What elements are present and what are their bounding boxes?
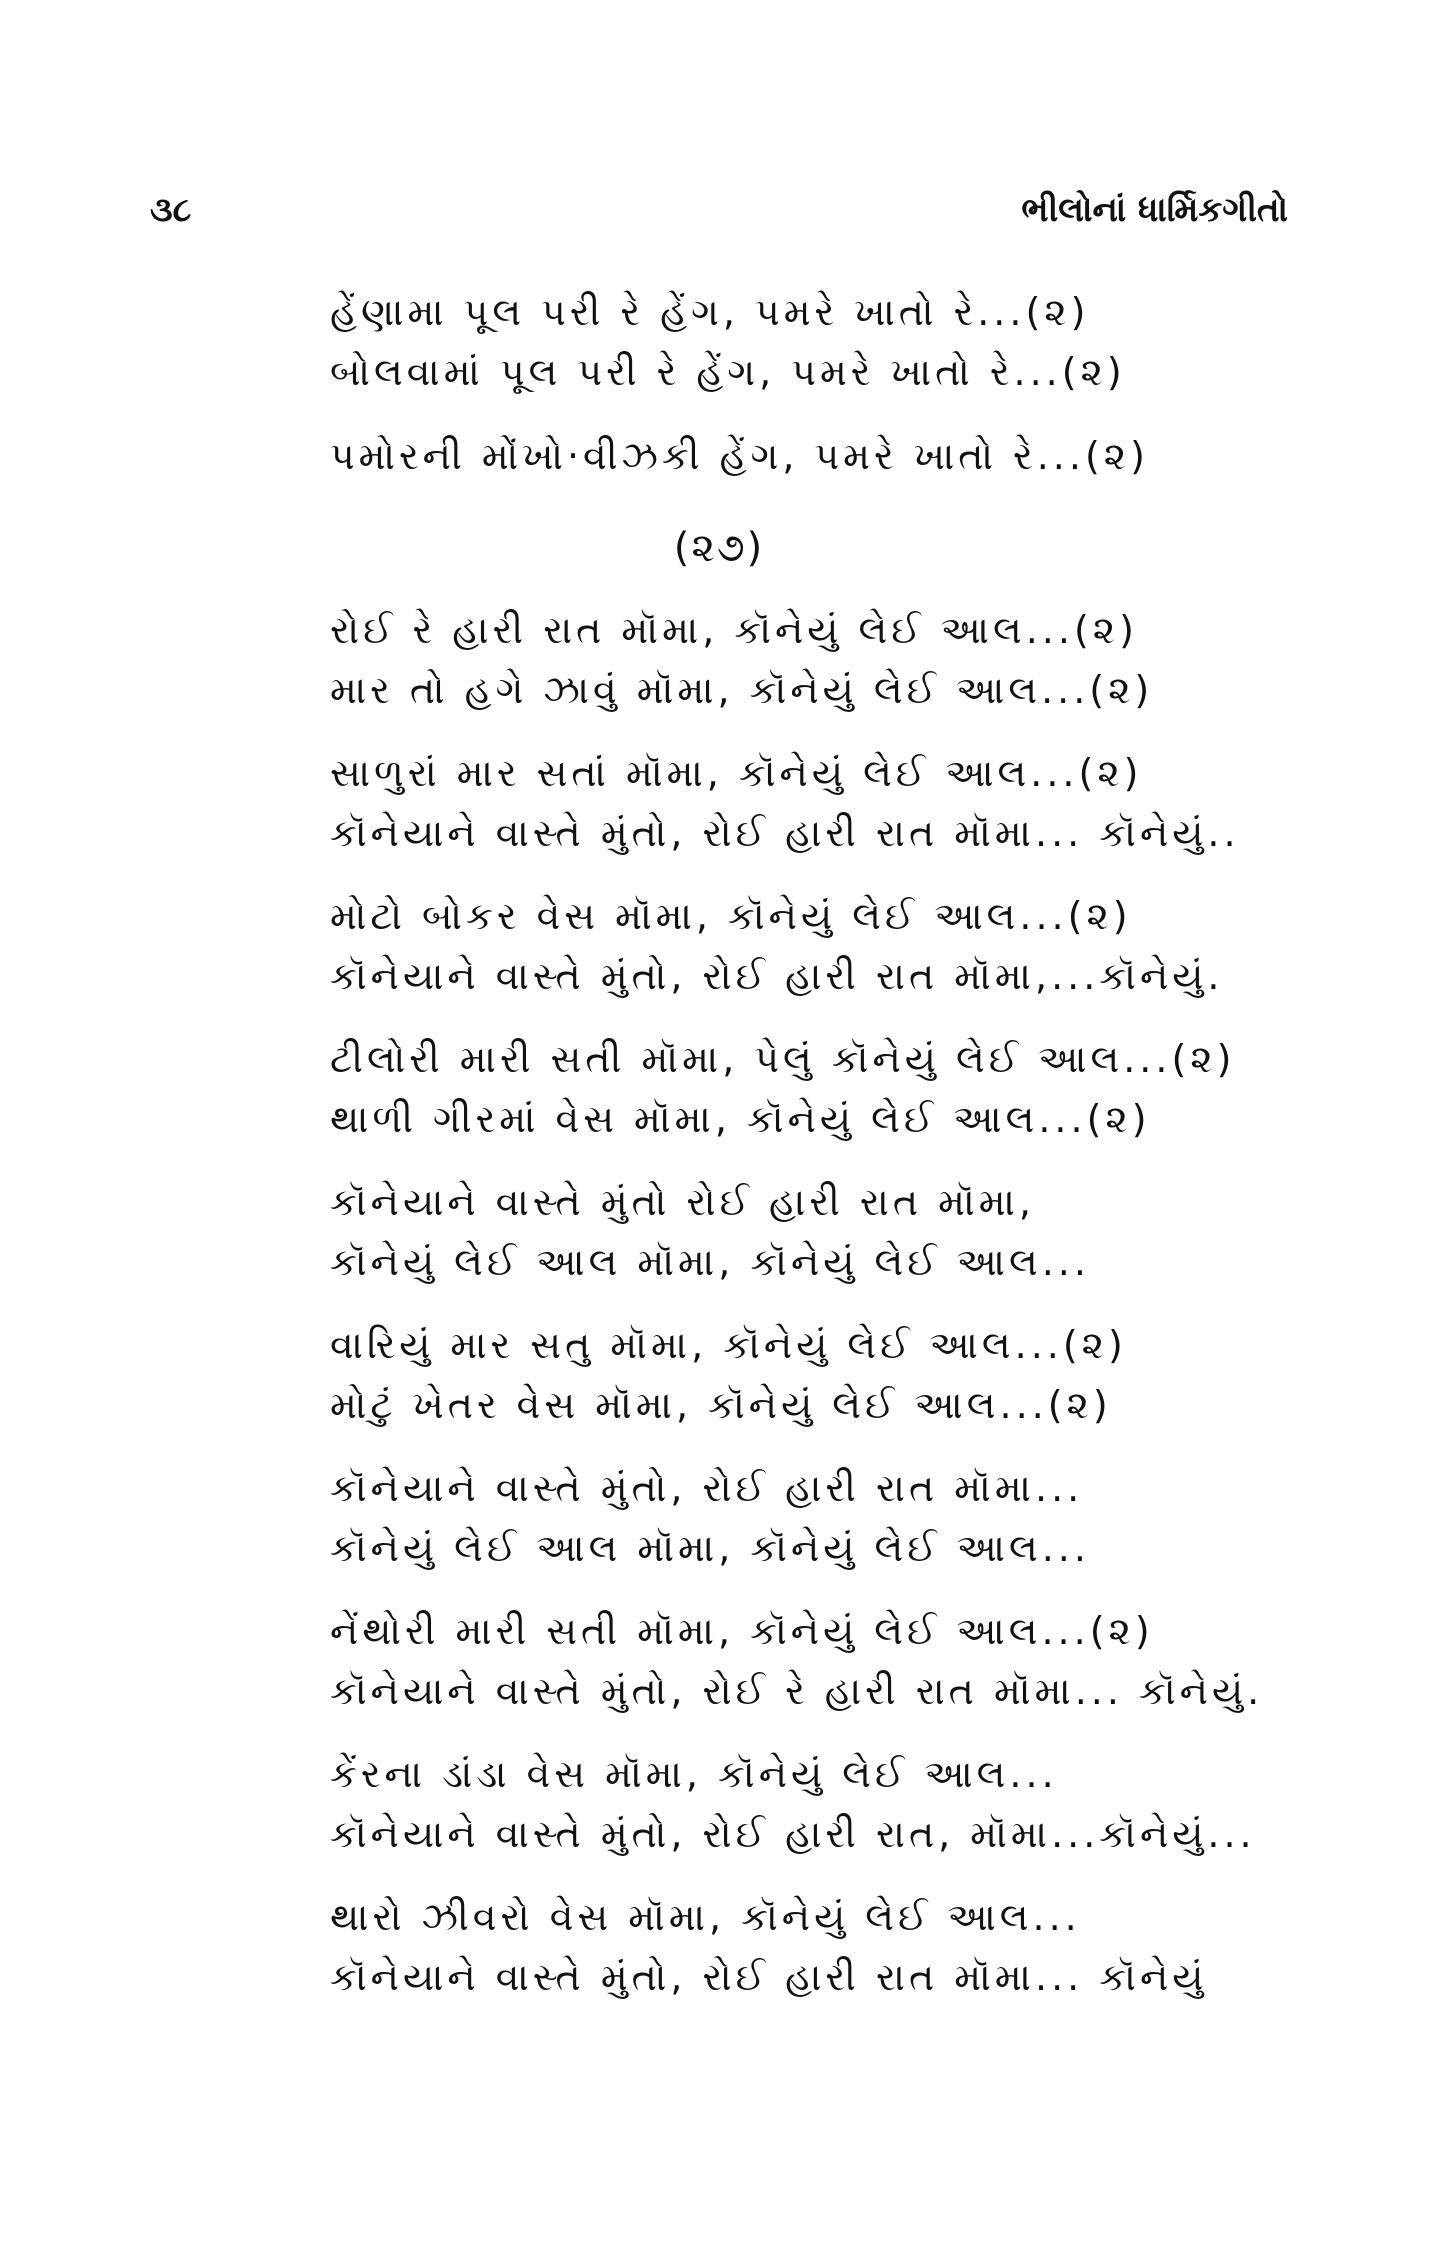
running-header-title: ભીલોનાં ધાર્મિકગીતો xyxy=(1021,190,1288,230)
stanza-10 xyxy=(330,1601,1264,1721)
verse-line: થાળી ગીરમાં વેસ મૉમા, કૉનેયું લેઈ આલ...(૨) xyxy=(330,1097,1151,1141)
verse-line: કૉનેયાને વાસ્તે મુંતો રોઈ હારી રાત મૉમા, xyxy=(330,1180,1035,1224)
verse-line: કૉનેયાને વાસ્તે મુંતો, રોઈ હારી રાત મૉમા... કૉનેયું xyxy=(330,1955,1208,1999)
verse-line: કેંરના ડાંડા વેસ મૉમા, કૉનેયું લેઈ આલ... xyxy=(330,1752,1058,1796)
verse-line: કૉનેયું લેઈ આલ મૉમા, કૉનેયું લેઈ આલ... xyxy=(330,1526,1090,1570)
page-number: ૩૮ xyxy=(150,190,192,230)
song-number: (૨૭) xyxy=(673,525,765,571)
verse-line: મોટો બોકર વેસ મૉમા, કૉનેયું લેઈ આલ...(૨) xyxy=(330,894,1132,938)
verse-line: કૉનેયાને વાસ્તે મુંતો, રોઈ હારી રાત મૉમા... xyxy=(330,1466,1084,1510)
stanza-11 xyxy=(330,1744,1256,1864)
stanza-5 xyxy=(330,886,1224,1006)
verse-line: રોઈ રે હારી રાત મૉમા, કૉનેયું લેઈ આલ...(૨) xyxy=(330,608,1138,652)
verse-line: પમોરની મોંખો·વીઝકી હેંગ, પમરે ખાતો રે...(૨) xyxy=(330,434,1149,478)
stanza-7 xyxy=(330,1172,1120,1292)
stanza-12 xyxy=(330,1887,1208,2007)
verse-line: બોલવામાં પૂલ પરી રે હેંગ, પમરે ખાતો રે...(૨) xyxy=(330,350,1126,394)
stanza-8 xyxy=(330,1315,1127,1435)
stanza-6 xyxy=(330,1029,1236,1149)
stanza-3 xyxy=(330,600,1154,720)
verse-line: કૉનેયાને વાસ્તે મુંતો, રોઈ હારી રાત મૉમા... કૉનેયું.. xyxy=(330,811,1240,855)
verse-line: સાળુરાં માર સતાં મૉમા, કૉનેયું લેઈ આલ...(૨) xyxy=(330,751,1143,795)
verse-line: કૉનેયાને વાસ્તે મુંતો, રોઈ રે હારી રાત મૉમા... કૉનેયું. xyxy=(330,1669,1264,1713)
verse-line: વારિયું માર સતુ મૉમા, કૉનેયું લેઈ આલ...(૨) xyxy=(330,1323,1127,1367)
verse-line: મોટું ખેતર વેસ મૉમા, કૉનેયું લેઈ આલ...(૨) xyxy=(330,1383,1112,1427)
verse-line: માર તો હગે ઝાવું મૉમા, કૉનેયું લેઈ આલ...(૨) xyxy=(330,668,1154,712)
verse-line: કૉનેયાને વાસ્તે મુંતો, રોઈ હારી રાત, મૉમા...કૉનેયું... xyxy=(330,1812,1256,1856)
verse-line: ટીલોરી મારી સતી મૉમા, પેલું કૉનેયું લેઈ આલ...(૨) xyxy=(330,1037,1236,1081)
stanza-2 xyxy=(330,426,1149,486)
verse-line: નેંથોરી મારી સતી મૉમા, કૉનેયું લેઈ આલ...(૨) xyxy=(330,1609,1154,1653)
verse-line: હેંણામા પૂલ પરી રે હેંગ, પમરે ખાતો રે...(૨) xyxy=(330,290,1090,334)
verse-line: થારો ઝીવરો વેસ મૉમા, કૉનેયું લેઈ આલ... xyxy=(330,1895,1081,1939)
stanza-1 xyxy=(330,282,1126,402)
verse-line: કૉનેયું લેઈ આલ મૉમા, કૉનેયું લેઈ આલ... xyxy=(330,1240,1090,1284)
stanza-9 xyxy=(330,1458,1120,1578)
verse-line: કૉનેયાને વાસ્તે મુંતો, રોઈ હારી રાત મૉમા,...કૉનેયું. xyxy=(330,954,1224,998)
stanza-4 xyxy=(330,743,1240,863)
